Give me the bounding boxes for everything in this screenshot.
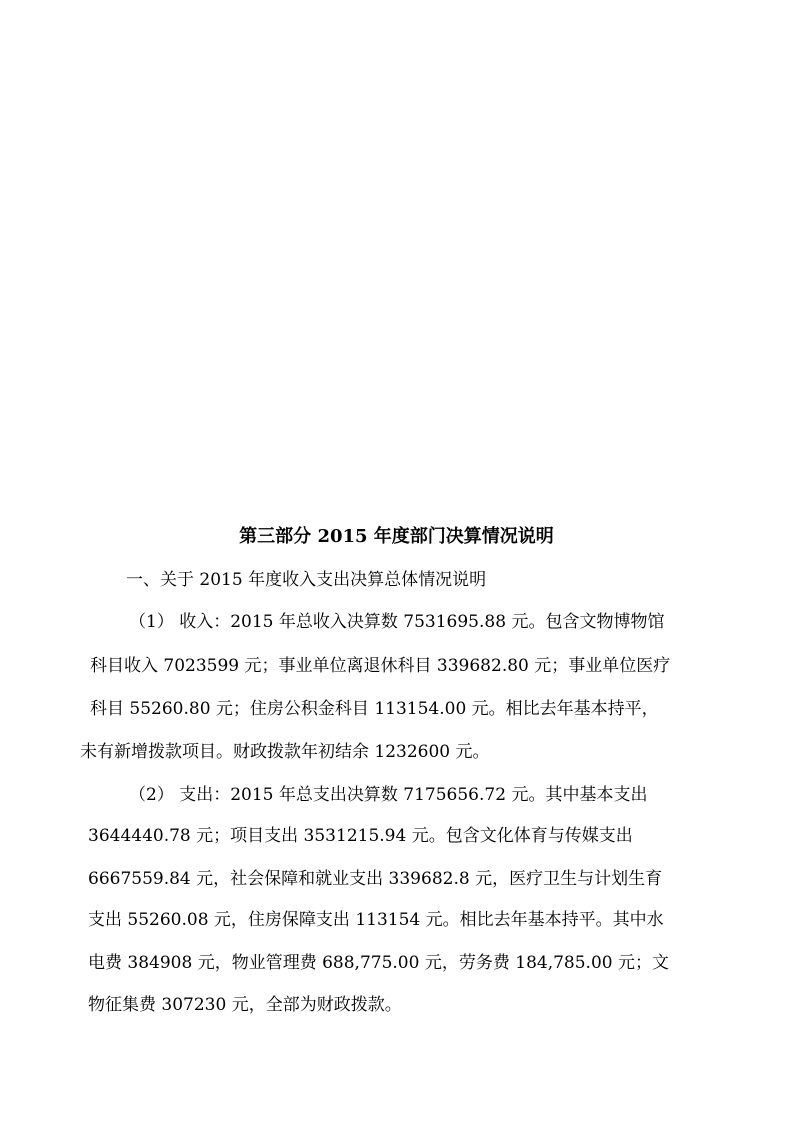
section-heading: 一、关于 2015 年度收入支出决算总体情况说明 <box>126 570 487 590</box>
income-line-4: 未有新增拨款项目。财政拨款年初结余 1232600 元。 <box>80 742 490 762</box>
expense-line-3: 6667559.84 元，社会保障和就业支出 339682.8 元，医疗卫生与计划生育 <box>88 869 663 889</box>
expense-line-1: （2） 支出：2015 年总支出决算数 7175656.72 元。其中基本支出 <box>129 785 648 805</box>
income-line-1: （1） 收入：2015 年总收入决算数 7531695.88 元。包含文物博物馆 <box>129 612 665 632</box>
document-title: 第三部分 2015 年度部门决算情况说明 <box>239 526 554 547</box>
expense-line-4: 支出 55260.08 元，住房保障支出 113154 元。相比去年基本持平。其中水 <box>88 910 664 930</box>
income-line-3: 科目 55260.80 元；住房公积金科目 113154.00 元。相比去年基本持平， <box>90 699 659 719</box>
income-line-2: 科目收入 7023599 元；事业单位离退休科目 339682.80 元；事业单位医疗 <box>90 656 671 676</box>
expense-line-2: 3644440.78 元；项目支出 3531215.94 元。包含文化体育与传媒支出 <box>88 826 633 846</box>
expense-line-5: 电费 384908 元，物业管理费 688,775.00 元，劳务费 184,785.00 元；文 <box>88 953 669 973</box>
expense-line-6: 物征集费 307230 元，全部为财政拨款。 <box>88 995 402 1015</box>
